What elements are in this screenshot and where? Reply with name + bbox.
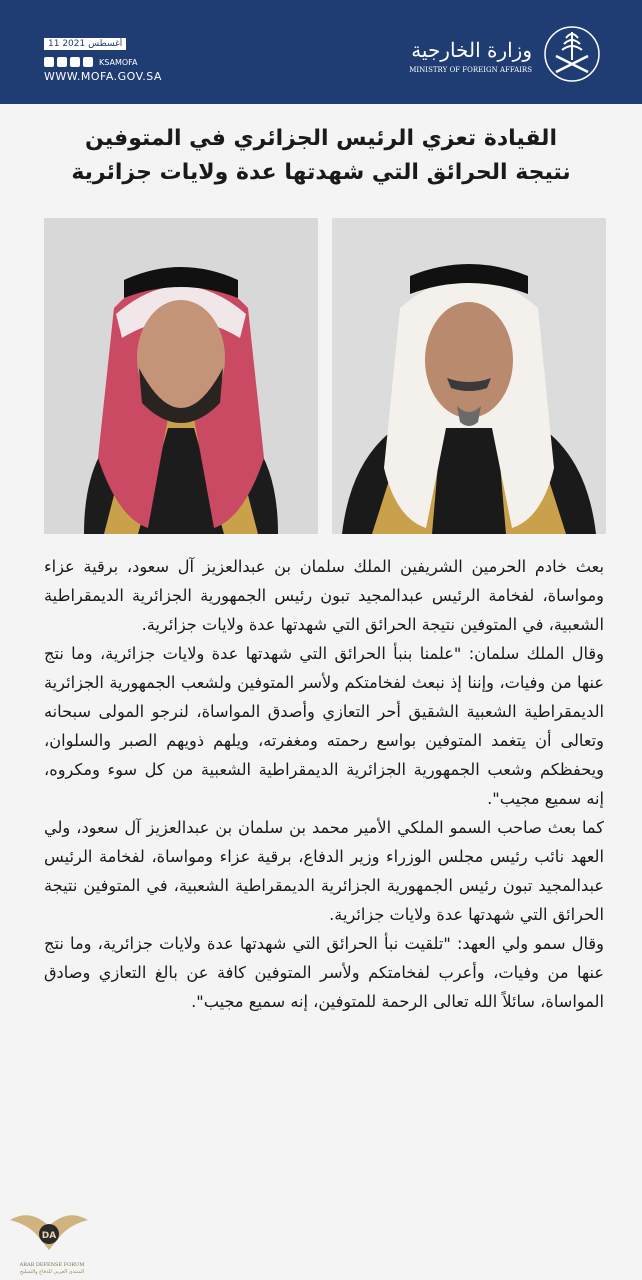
headline bbox=[30, 122, 612, 190]
article-body bbox=[44, 552, 604, 1016]
svg-text:DA: DA bbox=[41, 1231, 57, 1241]
headline-line-1: القيادة تعزي الرئيس الجزائري في المتوفين bbox=[85, 126, 557, 151]
facebook-icon[interactable] bbox=[57, 57, 67, 67]
article-paragraph-3: كما بعث صاحب السمو الملكي الأمير محمد بن سلمان بن عبدالعزيز آل سعود، ولي العهد نائب رئيس مجلس الوزراء وزير الدفاع، برقية عزاء ومواساة، لفخامة الرئيس عبدالمجيد تبون رئيس الجمهورية الجزائرية الديمقراطية الشعبية، في المتوفين نتيجة الحرائق التي شهدتها عدة ولايات جزائرية. bbox=[44, 818, 604, 924]
twitter-icon[interactable] bbox=[83, 57, 93, 67]
youtube-icon[interactable] bbox=[44, 57, 54, 67]
article-paragraph-4: وقال سمو ولي العهد: "تلقيت نبأ الحرائق التي شهدتها عدة ولايات جزائرية، وما نتج عنها من وفيات، وأعرب لفخامتكم ولأسر المتوفين كافة عن بالغ التعازي وصادق المواساة، سائلاً الله تعالى الرحمة للمتوفين، إنه سميع مجيب". bbox=[44, 934, 604, 1011]
social-handle: KSAMOFA bbox=[99, 57, 138, 67]
forum-name: ARAB DEFENSE FORUM bbox=[19, 1262, 85, 1268]
ministry-name-arabic: وزارة الخارجية bbox=[411, 38, 532, 62]
header-bar bbox=[0, 0, 642, 104]
website-link[interactable]: WWW.MOFA.GOV.SA bbox=[44, 70, 162, 83]
date-label: 11 أغسطس 2021 bbox=[44, 38, 126, 50]
forum-subtitle: المنتدى العربي للدفاع والتسليح bbox=[19, 1269, 85, 1275]
ministry-name-english: MINISTRY OF FOREIGN AFFAIRS bbox=[409, 66, 532, 74]
headline-line-2: نتيجة الحرائق التي شهدتها عدة ولايات جزائرية bbox=[71, 160, 571, 185]
king-portrait bbox=[332, 218, 606, 534]
instagram-icon[interactable] bbox=[70, 57, 80, 67]
social-links bbox=[44, 56, 137, 68]
saudi-emblem-icon bbox=[542, 24, 602, 84]
crown-prince-portrait bbox=[44, 218, 318, 534]
article-paragraph-1: بعث خادم الحرمين الشريفين الملك سلمان بن عبدالعزيز آل سعود، برقية عزاء ومواساة، لفخامة الرئيس عبدالمجيد تبون رئيس الجمهورية الجزائرية الديمقراطية الشعبية، في المتوفين نتيجة الحرائق التي شهدتها عدة ولايات جزائرية. bbox=[44, 557, 604, 634]
article-paragraph-2: وقال الملك سلمان: "علمنا بنبأ الحرائق التي شهدتها عدة ولايات جزائرية، وما نتج عنها من وفيات، وإننا إذ نبعث لفخامتكم ولأسر المتوفين ولشعب الجمهورية الجزائرية الديمقراطية الشعبية الشقيق أحر التعازي وأصدق المواساة، لنرجو المولى سبحانه وتعالى أن يتغمد المتوفين بواسع رحمته ومغفرته، ويلهم ذويهم الصبر والسلوان، ويحفظكم وشعب الجمهورية الجزائرية الديمقراطية الشعبية من كل سوء ومكروه، إنه سميع مجيب". bbox=[44, 644, 604, 808]
